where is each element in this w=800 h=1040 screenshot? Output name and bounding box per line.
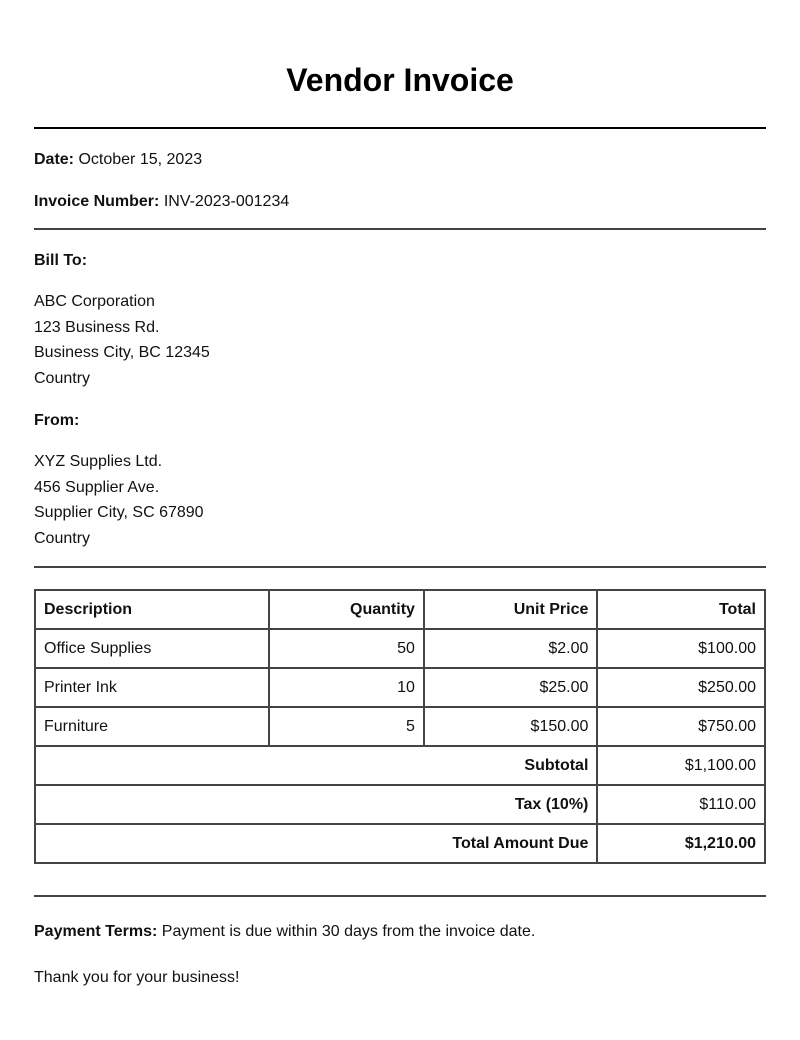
item-description: Furniture [35, 707, 269, 746]
invoice-number-value: INV-2023-001234 [163, 193, 290, 210]
tax-value: $110.00 [597, 785, 765, 824]
tax-row [35, 785, 765, 824]
thank-you-note: Thank you for your business! [34, 969, 240, 986]
from-heading [34, 411, 79, 431]
payment-terms-label: Payment Terms: [34, 923, 158, 940]
address-line: 123 Business Rd. [34, 318, 160, 336]
address-line: XYZ Supplies Ltd. [34, 453, 163, 470]
tax-label: Tax (10%) [35, 785, 597, 824]
total-due-value: $1,210.00 [597, 824, 765, 863]
item-total: $250.00 [597, 668, 765, 707]
item-quantity: 10 [269, 668, 424, 707]
item-description: Office Supplies [35, 629, 269, 668]
total-due-row [35, 824, 765, 863]
payment-terms-text: Payment is due within 30 days from the invoice date. [161, 923, 536, 940]
page-title: Vendor Invoice [286, 62, 514, 98]
address-line: 456 Supplier Ave. [34, 478, 160, 496]
address-line: Country [34, 530, 91, 548]
table-header-row [35, 590, 765, 629]
bill-to-heading [34, 251, 87, 271]
invoice-date [34, 150, 202, 170]
table-row [35, 629, 765, 668]
item-quantity: 5 [269, 707, 424, 746]
item-unit-price: $2.00 [424, 629, 597, 668]
subtotal-label: Subtotal [35, 746, 597, 785]
invoice-items-table [34, 589, 766, 864]
divider [34, 228, 766, 230]
item-total: $100.00 [597, 629, 765, 668]
column-header-quantity: Quantity [269, 590, 424, 629]
address-line: Country [34, 370, 91, 388]
payment-terms [34, 922, 535, 942]
item-total: $750.00 [597, 707, 765, 746]
column-header-total: Total [597, 590, 765, 629]
invoice-number [34, 192, 289, 212]
divider [34, 895, 766, 897]
date-value: October 15, 2023 [78, 151, 203, 168]
from-address [34, 449, 204, 552]
table-row [35, 668, 765, 707]
column-header-description: Description [35, 590, 269, 629]
subtotal-value: $1,100.00 [597, 746, 765, 785]
table-row [35, 707, 765, 746]
item-unit-price: $150.00 [424, 707, 597, 746]
bill-to-heading-text: Bill To: [34, 252, 88, 269]
item-unit-price: $25.00 [424, 668, 597, 707]
divider [34, 127, 766, 129]
bill-to-address [34, 289, 210, 392]
from-heading-text: From: [34, 412, 80, 429]
address-line: Business City, BC 12345 [34, 344, 210, 362]
address-line: ABC Corporation [34, 293, 155, 310]
item-quantity: 50 [269, 629, 424, 668]
total-due-label: Total Amount Due [35, 824, 597, 863]
date-label: Date: [34, 151, 75, 168]
item-description: Printer Ink [35, 668, 269, 707]
invoice-number-label: Invoice Number: [34, 193, 160, 210]
subtotal-row [35, 746, 765, 785]
column-header-unit-price: Unit Price [424, 590, 597, 629]
address-line: Supplier City, SC 67890 [34, 504, 204, 522]
divider [34, 566, 766, 568]
